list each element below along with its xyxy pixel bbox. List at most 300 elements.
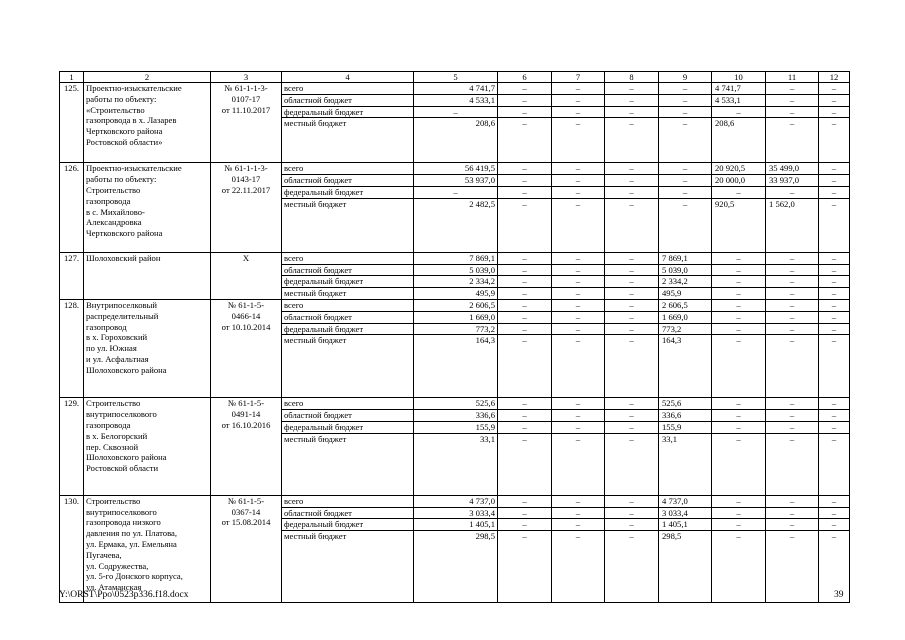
object-name-cell [84, 299, 211, 397]
value-cell: 495,9 [659, 288, 712, 300]
object-name-line: Строительство [86, 184, 141, 195]
value-cell: 298,5 [659, 531, 712, 603]
value-cell: – [414, 106, 498, 118]
object-name-line: газопровод [86, 321, 127, 332]
value-cell: – [659, 186, 712, 198]
value-cell: – [498, 433, 552, 495]
value-cell: 773,2 [414, 323, 498, 335]
value-cell: 2 482,5 [414, 198, 498, 252]
value-cell: – [552, 106, 605, 118]
value-cell: – [605, 175, 659, 187]
value-cell: 4 741,7 [414, 83, 498, 95]
value-cell: 4 737,0 [414, 495, 498, 507]
value-cell: – [819, 276, 850, 288]
value-cell: – [712, 495, 766, 507]
value-cell: – [552, 323, 605, 335]
value-cell: – [819, 163, 850, 175]
document-number-cell [211, 83, 282, 163]
value-cell: – [659, 94, 712, 106]
table-row [60, 252, 850, 264]
header-cell: 2 [84, 72, 211, 83]
object-name-line: внутрипоселкового [86, 409, 157, 420]
value-cell: 164,3 [414, 335, 498, 398]
row-number-cell: 130. [60, 495, 84, 602]
value-cell: – [498, 531, 552, 603]
table-row [60, 163, 850, 175]
funding-source-cell: местный бюджет [282, 433, 414, 495]
object-name-line: в х. Белогорский [86, 430, 148, 441]
value-cell: – [605, 398, 659, 410]
funding-source-cell: всего [282, 163, 414, 175]
object-name-line: Пугачева, [86, 549, 122, 560]
value-cell: – [819, 106, 850, 118]
header-row [60, 72, 850, 83]
value-cell: – [819, 398, 850, 410]
value-cell: 2 334,2 [659, 276, 712, 288]
value-cell: – [498, 276, 552, 288]
document-number-cell [211, 398, 282, 495]
value-cell: – [766, 495, 819, 507]
value-cell: – [498, 323, 552, 335]
value-cell: – [552, 519, 605, 531]
funding-source-cell: федеральный бюджет [282, 106, 414, 118]
value-cell: – [712, 264, 766, 276]
funding-source-cell: областной бюджет [282, 507, 414, 519]
value-cell: 1 405,1 [659, 519, 712, 531]
value-cell: – [414, 186, 498, 198]
value-cell: – [605, 198, 659, 252]
value-cell: – [605, 507, 659, 519]
object-name-line: газопровода [86, 195, 131, 206]
value-cell: – [498, 495, 552, 507]
value-cell: – [766, 118, 819, 163]
value-cell: – [498, 410, 552, 422]
table-row [60, 299, 850, 311]
funding-source-cell: всего [282, 398, 414, 410]
value-cell: 33 937,0 [766, 175, 819, 187]
document-number-line: № 61-1-5- [227, 398, 265, 409]
value-cell: 336,6 [659, 410, 712, 422]
value-cell: 20 920,5 [712, 163, 766, 175]
value-cell: – [766, 252, 819, 264]
table-row [60, 83, 850, 95]
value-cell: – [605, 118, 659, 163]
value-cell: – [819, 94, 850, 106]
funding-source-cell: областной бюджет [282, 264, 414, 276]
value-cell: – [712, 276, 766, 288]
value-cell: – [712, 531, 766, 603]
value-cell: – [766, 83, 819, 95]
value-cell: – [552, 252, 605, 264]
value-cell: 4 741,7 [712, 83, 766, 95]
value-cell: – [819, 83, 850, 95]
object-name-line: Проектно-изыскательские [86, 163, 182, 174]
value-cell: – [552, 410, 605, 422]
document-number-line: № 61-1-5- [227, 299, 265, 310]
value-cell: 33,1 [659, 433, 712, 495]
object-name-line: ул. Содружества, [86, 560, 149, 571]
funding-source-cell: федеральный бюджет [282, 323, 414, 335]
header-cell: 11 [766, 72, 819, 83]
value-cell: – [766, 288, 819, 300]
value-cell: – [766, 410, 819, 422]
document-number-cell [211, 252, 282, 299]
table-body [60, 72, 850, 603]
value-cell: – [552, 311, 605, 323]
document-number-line: от 22.11.2017 [221, 184, 271, 195]
value-cell: – [498, 398, 552, 410]
value-cell: – [498, 264, 552, 276]
header-cell: 1 [60, 72, 84, 83]
value-cell: 33,1 [414, 433, 498, 495]
value-cell: – [605, 252, 659, 264]
value-cell: – [498, 94, 552, 106]
header-cell: 12 [819, 72, 850, 83]
document-number-cell [211, 163, 282, 252]
value-cell: – [605, 94, 659, 106]
value-cell: – [766, 421, 819, 433]
document-number-line: от 11.10.2017 [221, 104, 271, 115]
value-cell: – [552, 94, 605, 106]
value-cell: – [766, 311, 819, 323]
object-name-line: работы по объекту: [86, 174, 157, 185]
value-cell: – [498, 311, 552, 323]
value-cell: – [819, 421, 850, 433]
value-cell: – [498, 186, 552, 198]
value-cell: – [605, 299, 659, 311]
value-cell: – [605, 495, 659, 507]
funding-source-cell: областной бюджет [282, 175, 414, 187]
value-cell: 4 737,0 [659, 495, 712, 507]
value-cell: – [605, 433, 659, 495]
value-cell: – [819, 288, 850, 300]
value-cell: 4 533,1 [712, 94, 766, 106]
value-cell: 4 533,1 [414, 94, 498, 106]
value-cell: 2 334,2 [414, 276, 498, 288]
object-name-line: Шолоховского района [86, 452, 167, 463]
header-cell: 8 [605, 72, 659, 83]
value-cell: – [766, 433, 819, 495]
header-cell: 4 [282, 72, 414, 83]
document-number-line: № 61-1-5- [227, 495, 265, 506]
value-cell: – [552, 276, 605, 288]
value-cell: – [712, 106, 766, 118]
object-name-line: Шолоховский район [86, 252, 161, 263]
value-cell: – [712, 507, 766, 519]
value-cell: – [498, 163, 552, 175]
value-cell: – [498, 106, 552, 118]
funding-source-cell: областной бюджет [282, 410, 414, 422]
funding-source-cell: всего [282, 495, 414, 507]
row-number-cell: 128. [60, 299, 84, 397]
object-name-line: распределительный [86, 310, 159, 321]
value-cell: – [498, 118, 552, 163]
document-number-line: 0143-17 [231, 174, 261, 185]
funding-source-cell: местный бюджет [282, 288, 414, 300]
header-cell: 10 [712, 72, 766, 83]
document-number-line: Х [242, 252, 250, 263]
value-cell: – [552, 421, 605, 433]
object-name-cell [84, 398, 211, 495]
value-cell: – [552, 288, 605, 300]
document-number-line: от 10.10.2014 [221, 321, 271, 332]
value-cell: – [659, 83, 712, 95]
value-cell: 53 937,0 [414, 175, 498, 187]
value-cell: – [712, 323, 766, 335]
header-cell: 9 [659, 72, 712, 83]
value-cell: 7 869,1 [659, 252, 712, 264]
object-name-line: ул. Атаманская [86, 582, 142, 593]
value-cell: – [659, 106, 712, 118]
funding-source-cell: федеральный бюджет [282, 276, 414, 288]
value-cell: – [552, 495, 605, 507]
value-cell: 525,6 [414, 398, 498, 410]
footer-page-number: 39 [834, 590, 844, 600]
funding-source-cell: федеральный бюджет [282, 186, 414, 198]
value-cell: 2 606,5 [414, 299, 498, 311]
value-cell: – [605, 335, 659, 398]
object-name-line: Строительство [86, 398, 141, 409]
value-cell: – [605, 531, 659, 603]
value-cell: – [766, 94, 819, 106]
value-cell: 155,9 [659, 421, 712, 433]
value-cell: – [498, 175, 552, 187]
value-cell: – [766, 531, 819, 603]
value-cell: – [498, 299, 552, 311]
value-cell: – [552, 335, 605, 398]
value-cell: – [605, 163, 659, 175]
value-cell: – [766, 398, 819, 410]
value-cell: – [659, 163, 712, 175]
value-cell: 5 039,0 [659, 264, 712, 276]
object-name-line: в с. Михайлово- [86, 206, 145, 217]
document-number-line: 0491-14 [231, 409, 261, 420]
value-cell: – [605, 410, 659, 422]
object-name-line: Строительство [86, 495, 141, 506]
value-cell: – [766, 106, 819, 118]
value-cell: – [605, 519, 659, 531]
value-cell: – [659, 198, 712, 252]
value-cell: – [498, 198, 552, 252]
value-cell: – [605, 323, 659, 335]
value-cell: – [712, 288, 766, 300]
document-number-cell [211, 299, 282, 397]
value-cell: 1 405,1 [414, 519, 498, 531]
value-cell: – [819, 311, 850, 323]
value-cell: – [552, 507, 605, 519]
object-name-cell [84, 252, 211, 299]
table-row [60, 495, 850, 507]
value-cell: 2 606,5 [659, 299, 712, 311]
value-cell: – [552, 433, 605, 495]
value-cell: – [819, 410, 850, 422]
value-cell: 495,9 [414, 288, 498, 300]
value-cell: – [712, 421, 766, 433]
value-cell: – [819, 299, 850, 311]
row-number-cell: 127. [60, 252, 84, 299]
funding-source-cell: федеральный бюджет [282, 421, 414, 433]
value-cell: – [819, 175, 850, 187]
value-cell: – [766, 264, 819, 276]
value-cell: – [659, 175, 712, 187]
value-cell: 336,6 [414, 410, 498, 422]
value-cell: – [819, 531, 850, 603]
value-cell: 35 499,0 [766, 163, 819, 175]
value-cell: – [712, 335, 766, 398]
table-row [60, 398, 850, 410]
value-cell: – [498, 421, 552, 433]
value-cell: – [819, 519, 850, 531]
object-name-line: в х. Гороховский [86, 332, 148, 343]
value-cell: – [712, 398, 766, 410]
budget-table [59, 71, 850, 603]
value-cell: – [605, 83, 659, 95]
document-number-line: от 15.08.2014 [221, 517, 271, 528]
value-cell: – [712, 186, 766, 198]
object-name-cell [84, 83, 211, 163]
header-cell: 5 [414, 72, 498, 83]
row-number-cell: 129. [60, 398, 84, 495]
value-cell: – [819, 198, 850, 252]
value-cell: – [552, 175, 605, 187]
value-cell: – [712, 299, 766, 311]
funding-source-cell: местный бюджет [282, 198, 414, 252]
value-cell: – [766, 507, 819, 519]
funding-source-cell: всего [282, 252, 414, 264]
value-cell: – [819, 433, 850, 495]
funding-source-cell: областной бюджет [282, 94, 414, 106]
value-cell: – [819, 186, 850, 198]
value-cell: – [819, 252, 850, 264]
object-name-line: и ул. Асфальтная [86, 353, 149, 364]
value-cell: – [819, 335, 850, 398]
value-cell: – [766, 299, 819, 311]
value-cell: – [819, 118, 850, 163]
value-cell: – [819, 323, 850, 335]
object-name-line: газопровода [86, 419, 131, 430]
object-name-line: Чертковского района [86, 126, 163, 137]
value-cell: 3 033,4 [659, 507, 712, 519]
value-cell: – [552, 264, 605, 276]
object-name-line: Внутрипоселковый [86, 299, 157, 310]
footer-file-path: Y:\ORST\Ppo\0523p336.f18.docx [59, 590, 189, 600]
funding-source-cell: всего [282, 299, 414, 311]
row-number-cell: 125. [60, 83, 84, 163]
value-cell: – [712, 252, 766, 264]
value-cell: 298,5 [414, 531, 498, 603]
value-cell: – [712, 433, 766, 495]
document-number-line: 0466-14 [231, 310, 261, 321]
value-cell: – [712, 410, 766, 422]
value-cell: – [605, 421, 659, 433]
value-cell: – [766, 519, 819, 531]
value-cell: 1 669,0 [659, 311, 712, 323]
value-cell: 5 039,0 [414, 264, 498, 276]
funding-source-cell: федеральный бюджет [282, 519, 414, 531]
funding-source-cell: местный бюджет [282, 531, 414, 603]
document-number-line: от 16.10.2016 [221, 419, 271, 430]
object-name-line: Ростовской области [86, 463, 159, 474]
object-name-line: Проектно-изыскательские [86, 83, 182, 93]
value-cell: – [552, 299, 605, 311]
value-cell: – [498, 83, 552, 95]
value-cell: – [766, 186, 819, 198]
value-cell: – [498, 507, 552, 519]
document-number-line: 0367-14 [231, 506, 261, 517]
value-cell: 3 033,4 [414, 507, 498, 519]
object-name-line: Шолоховского района [86, 364, 167, 375]
value-cell: – [766, 323, 819, 335]
object-name-line: газопровода низкого [86, 517, 161, 528]
value-cell: 525,6 [659, 398, 712, 410]
object-name-cell [84, 495, 211, 602]
funding-source-cell: местный бюджет [282, 118, 414, 163]
value-cell: 208,6 [414, 118, 498, 163]
value-cell: 920,5 [712, 198, 766, 252]
object-name-line: ул. Ермака, ул. Емельяна [86, 538, 177, 549]
object-name-line: по ул. Южная [86, 343, 137, 354]
value-cell: 155,9 [414, 421, 498, 433]
value-cell: – [605, 276, 659, 288]
document-number-line: № 61-1-1-3- [224, 163, 268, 174]
value-cell: – [819, 507, 850, 519]
value-cell: – [552, 531, 605, 603]
value-cell: – [819, 264, 850, 276]
object-name-line: «Строительство [86, 104, 145, 115]
header-cell: 7 [552, 72, 605, 83]
value-cell: 208,6 [712, 118, 766, 163]
header-cell: 3 [211, 72, 282, 83]
value-cell: – [712, 519, 766, 531]
value-cell: 1 562,0 [766, 198, 819, 252]
object-name-line: работы по объекту: [86, 93, 157, 104]
value-cell: – [605, 311, 659, 323]
value-cell: 7 869,1 [414, 252, 498, 264]
object-name-line: Чертковского района [86, 228, 163, 239]
value-cell: – [659, 118, 712, 163]
funding-source-cell: всего [282, 83, 414, 95]
funding-source-cell: областной бюджет [282, 311, 414, 323]
value-cell: – [552, 118, 605, 163]
value-cell: – [552, 186, 605, 198]
value-cell: – [605, 186, 659, 198]
object-name-cell [84, 163, 211, 252]
object-name-line: Александровка [86, 217, 142, 228]
value-cell: 1 669,0 [414, 311, 498, 323]
document-number-cell [211, 495, 282, 602]
value-cell: 773,2 [659, 323, 712, 335]
value-cell: – [552, 198, 605, 252]
value-cell: – [819, 495, 850, 507]
value-cell: – [712, 311, 766, 323]
value-cell: – [552, 163, 605, 175]
document-number-line: № 61-1-1-3- [224, 83, 268, 93]
value-cell: – [552, 398, 605, 410]
value-cell: – [605, 288, 659, 300]
row-number-cell: 126. [60, 163, 84, 252]
value-cell: – [605, 264, 659, 276]
object-name-line: ул. 5-го Донского корпуса, [86, 571, 183, 582]
value-cell: – [605, 106, 659, 118]
value-cell: – [498, 519, 552, 531]
value-cell: – [498, 288, 552, 300]
header-cell: 6 [498, 72, 552, 83]
budget-table-sheet [59, 71, 849, 603]
value-cell: – [498, 252, 552, 264]
value-cell: – [498, 335, 552, 398]
object-name-line: давления по ул. Платова, [86, 528, 178, 539]
value-cell: – [766, 276, 819, 288]
